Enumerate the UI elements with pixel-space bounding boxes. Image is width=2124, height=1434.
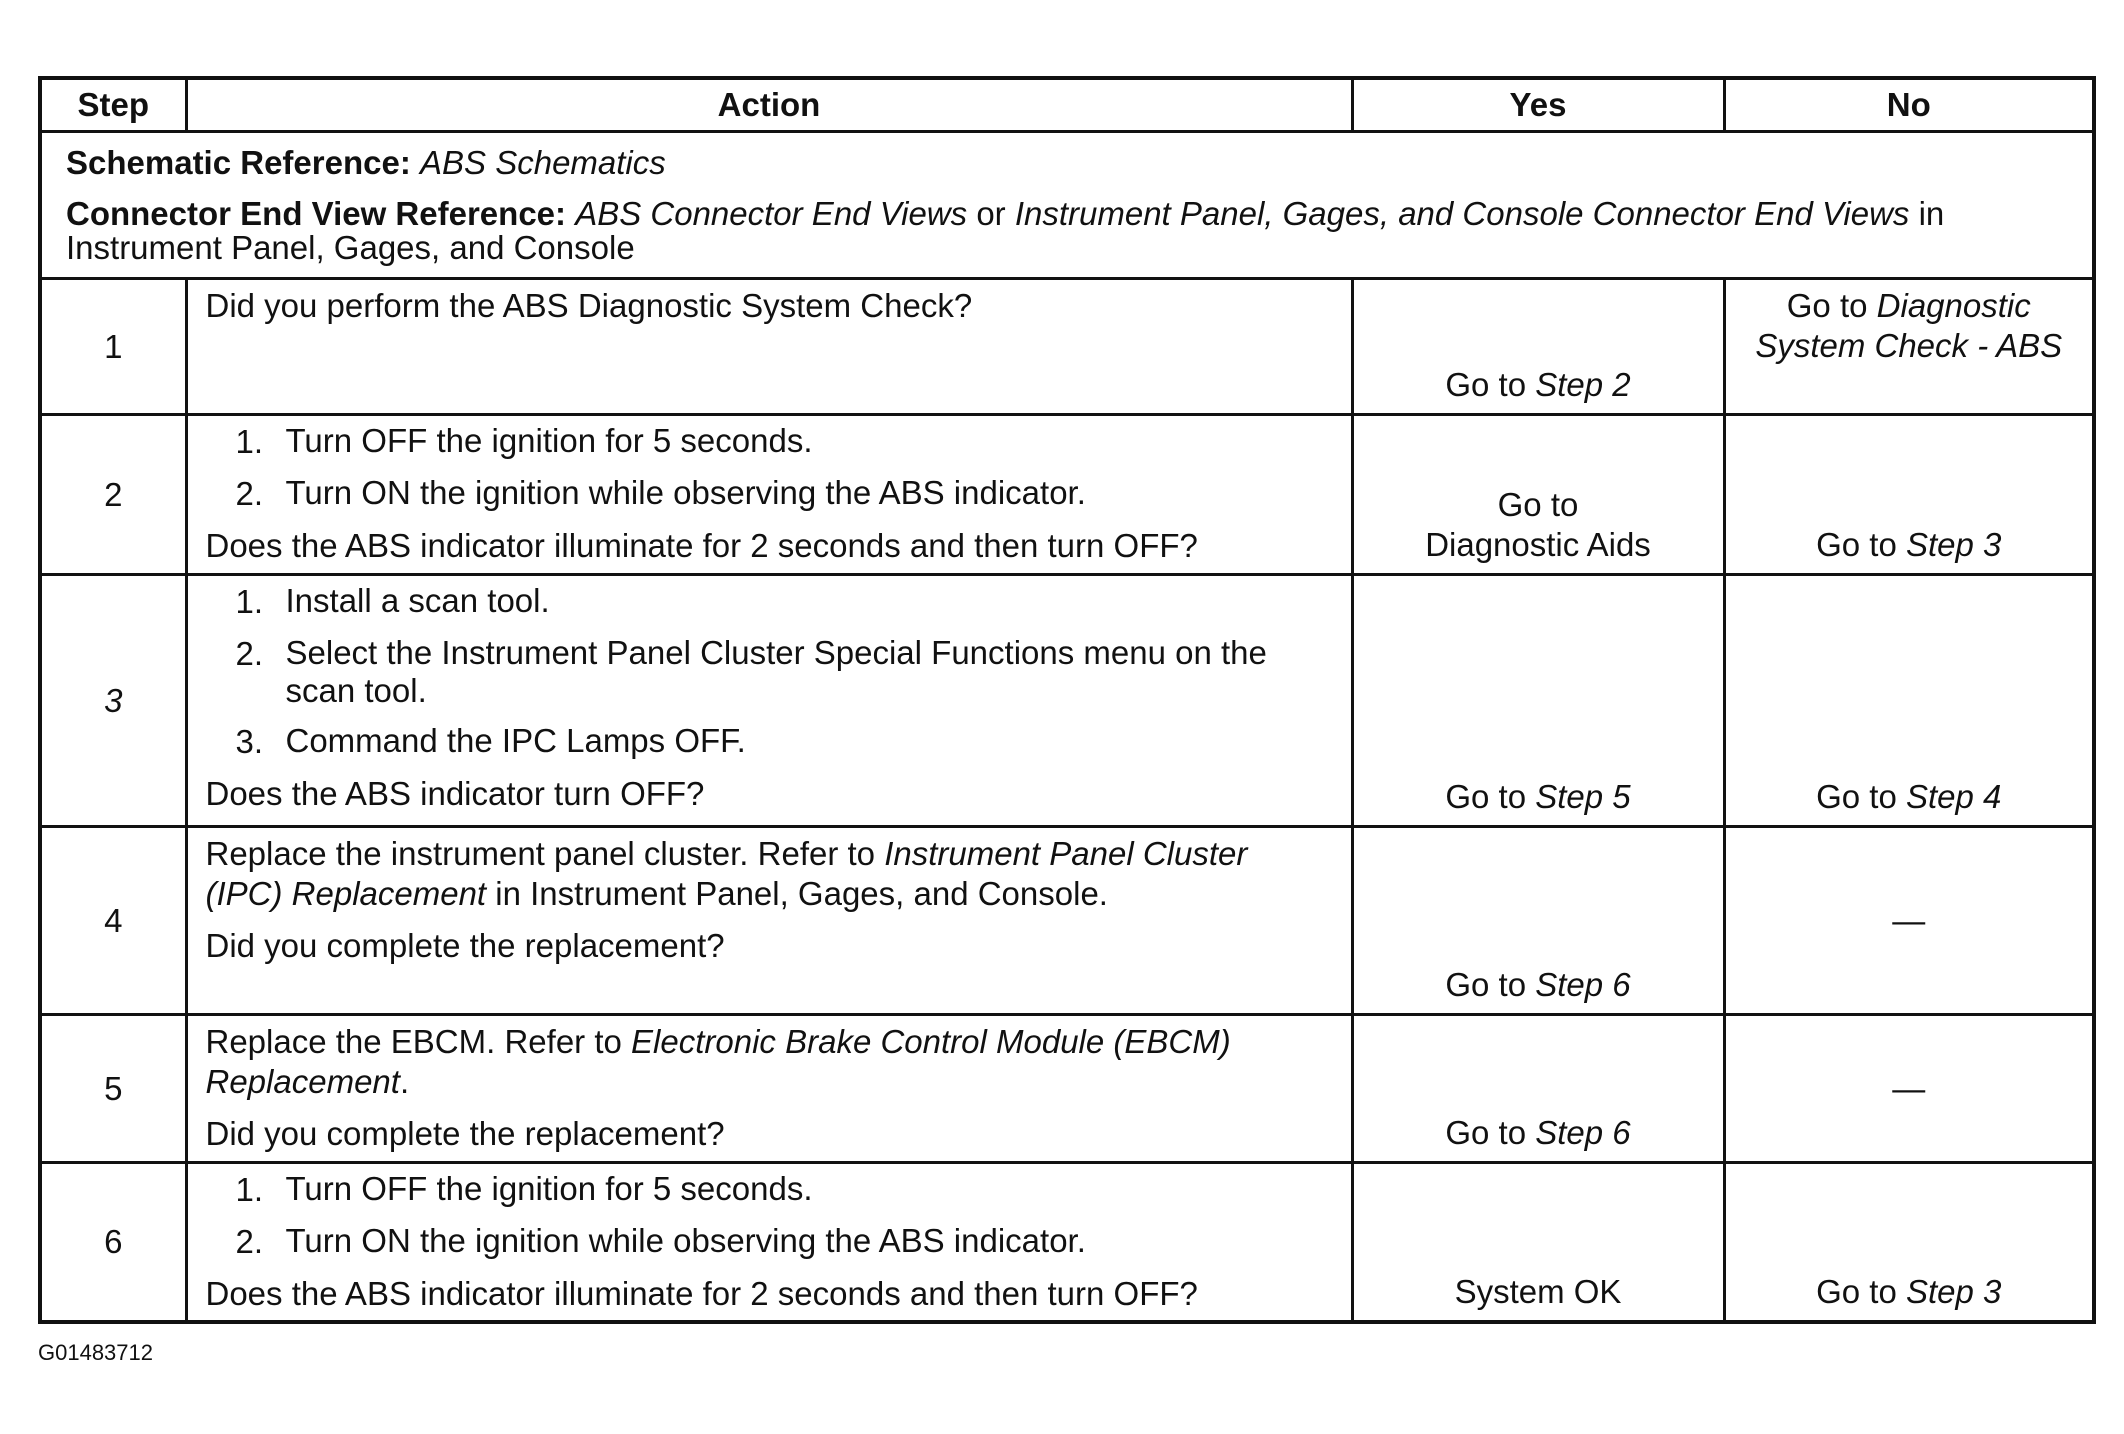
yes-prefix: Go to — [1445, 366, 1527, 403]
yes-prefix: Go to — [1445, 1114, 1527, 1151]
reference-row — [40, 132, 2094, 279]
yes-prefix: Go to — [1445, 966, 1527, 1003]
connector-reference-label: Connector End View Reference: — [66, 195, 567, 232]
action-cell — [186, 827, 1352, 1015]
yes-cell — [1352, 415, 1724, 575]
yes-link[interactable]: Step 6 — [1535, 1114, 1631, 1151]
no-cell — [1724, 415, 2094, 575]
step-row-3 — [40, 575, 2094, 827]
no-prefix: Go to — [1816, 526, 1897, 563]
header-no: No — [1724, 78, 2094, 132]
yes-cell — [1352, 827, 1724, 1015]
step-number: 6 — [40, 1163, 186, 1323]
list-item: 1. Turn OFF the ignition for 5 seconds. — [235, 1170, 813, 1208]
step-row-4 — [40, 827, 2094, 1015]
no-cell — [1724, 1163, 2094, 1323]
no-link[interactable]: Step 3 — [1905, 1273, 2002, 1310]
no-prefix: Go to — [1786, 287, 1868, 324]
yes-prefix: Go to — [1497, 486, 1579, 523]
figure-id: G01483712 — [38, 1340, 153, 1365]
schematic-reference-link[interactable]: ABS Schematics — [420, 144, 666, 181]
connector-reference-link-ip[interactable]: Instrument Panel, Gages, and Console Connector End Views — [1014, 195, 1910, 232]
no-cell — [1724, 575, 2094, 827]
step-instruction: Replace the EBCM. Refer to Electronic Brake Control Module (EBCM) Replacement. — [205, 1023, 1231, 1100]
step-number: 4 — [40, 827, 186, 1015]
header-row — [40, 78, 2094, 132]
no-link[interactable]: Step 3 — [1905, 526, 2002, 563]
schematic-reference-label: Schematic Reference: — [66, 144, 411, 181]
step-question: Did you complete the replacement? — [205, 1115, 725, 1152]
connector-reference — [66, 197, 2068, 265]
no-dash: — — [1892, 1069, 1926, 1107]
no-prefix: Go to — [1816, 1273, 1897, 1310]
step-number: 3 — [40, 575, 186, 827]
procedure-link[interactable]: Electronic Brake Control Module (EBCM) Replacement — [205, 1023, 1231, 1100]
yes-link[interactable]: Diagnostic Aids — [1425, 526, 1651, 563]
yes-prefix: Go to — [1445, 778, 1527, 815]
step-row-2 — [40, 415, 2094, 575]
step-instruction: Replace the instrument panel cluster. Refer to Instrument Panel Cluster (IPC) Replacement in Instrument Panel, Gages, and Console. — [205, 835, 1248, 912]
procedure-link[interactable]: Instrument Panel Cluster (IPC) Replacement — [205, 835, 1248, 912]
step-question: Does the ABS indicator turn OFF? — [205, 775, 705, 812]
yes-link[interactable]: Step 6 — [1535, 966, 1631, 1003]
header-action: Action — [186, 78, 1352, 132]
list-item: 1. Turn OFF the ignition for 5 seconds. — [235, 422, 813, 460]
step-number: 5 — [40, 1015, 186, 1163]
no-cell — [1724, 279, 2094, 415]
header-step: Step — [40, 78, 186, 132]
action-cell — [186, 415, 1352, 575]
connector-reference-suffix: in Instrument Panel, Gages, and Console — [66, 195, 1945, 266]
list-item: 2. Select the Instrument Panel Cluster Special Functions menu on the scan tool. — [235, 634, 1267, 709]
action-cell — [186, 279, 1352, 415]
step-row-6 — [40, 1163, 2094, 1323]
no-link[interactable]: Step 4 — [1905, 778, 2002, 815]
list-item: 2. Turn ON the ignition while observing the ABS indicator. — [235, 474, 1086, 512]
step-row-5 — [40, 1015, 2094, 1163]
connector-or: or — [976, 195, 1006, 232]
no-dash: — — [1892, 901, 1926, 939]
step-number: 2 — [40, 415, 186, 575]
yes-link[interactable]: Step 2 — [1535, 366, 1631, 403]
step-question: Does the ABS indicator illuminate for 2 seconds and then turn OFF? — [205, 1275, 1198, 1312]
action-cell — [186, 575, 1352, 827]
list-item: 1. Install a scan tool. — [235, 582, 550, 620]
yes-result: System OK — [1454, 1273, 1622, 1310]
step-number: 1 — [40, 279, 186, 415]
yes-cell — [1352, 1015, 1724, 1163]
schematic-reference — [66, 143, 2068, 183]
yes-cell — [1352, 1163, 1724, 1323]
action-cell — [186, 1015, 1352, 1163]
yes-cell — [1352, 279, 1724, 415]
step-question: Did you perform the ABS Diagnostic System Check? — [205, 287, 973, 324]
list-item: 2. Turn ON the ignition while observing the ABS indicator. — [235, 1222, 1086, 1260]
action-cell — [186, 1163, 1352, 1323]
yes-cell — [1352, 575, 1724, 827]
connector-reference-link-abs[interactable]: ABS Connector End Views — [575, 195, 968, 232]
no-cell — [1724, 827, 2094, 1015]
step-question: Does the ABS indicator illuminate for 2 seconds and then turn OFF? — [205, 527, 1198, 564]
header-yes: Yes — [1352, 78, 1724, 132]
no-link[interactable]: Diagnostic System Check - ABS — [1755, 287, 2063, 364]
no-cell — [1724, 1015, 2094, 1163]
diagnostic-table — [38, 76, 2096, 1324]
step-row-1 — [40, 279, 2094, 415]
yes-link[interactable]: Step 5 — [1535, 778, 1631, 815]
list-item: 3. Command the IPC Lamps OFF. — [235, 722, 746, 760]
reference-cell — [40, 132, 2094, 279]
step-question: Did you complete the replacement? — [205, 927, 725, 964]
no-prefix: Go to — [1816, 778, 1897, 815]
